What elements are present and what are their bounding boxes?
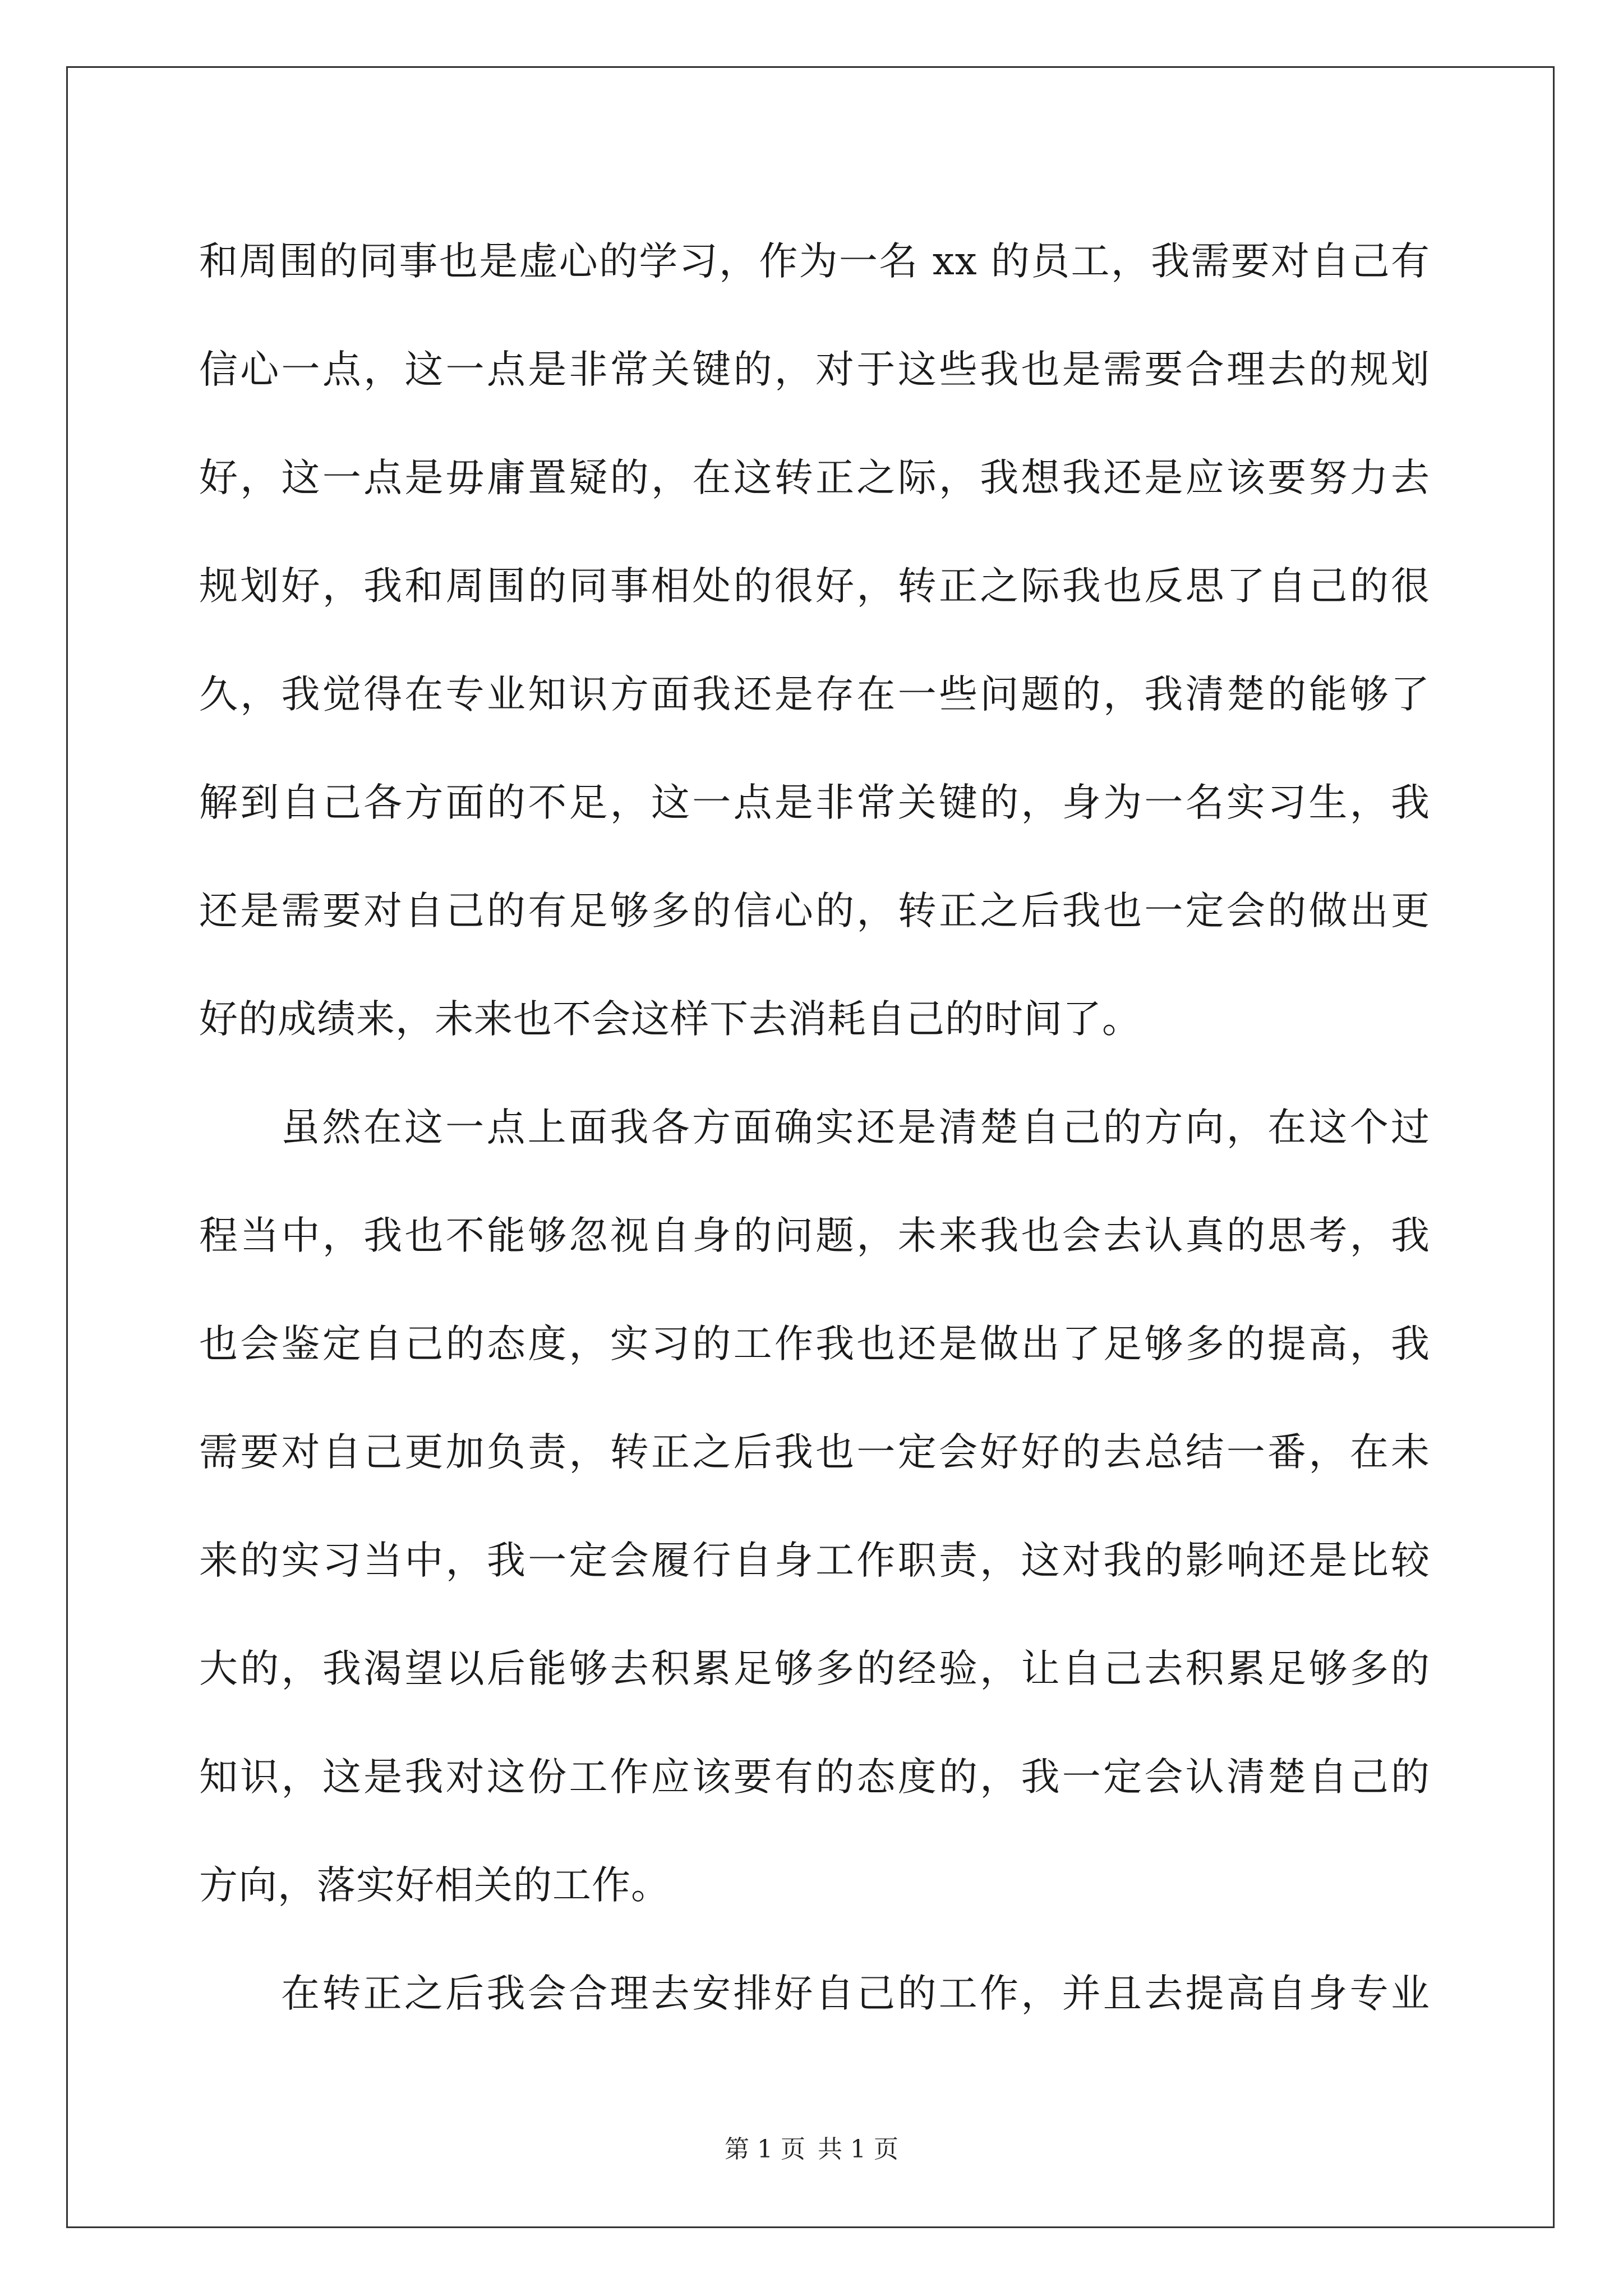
page-total: 共 1 页 (818, 2135, 898, 2164)
paragraph-3 (199, 1940, 1430, 2048)
text-line: 需要对自己更加负责，转正之后我也一定会好好的去总结一番，在未 (199, 1430, 1430, 1475)
text-line: 和周围的同事也是虚心的学习，作为一名 xx 的员工，我需要对自己有 (199, 239, 1430, 284)
text-line: 好的成绩来，未来也不会这样下去消耗自己的时间了。 (199, 997, 1141, 1042)
text-line: 还是需要对自己的有足够多的信心的，转正之后我也一定会的做出更 (199, 889, 1430, 933)
page-footer (0, 2129, 1623, 2165)
text-line: 久，我觉得在专业知识方面我还是存在一些问题的，我清楚的能够了 (199, 672, 1430, 717)
document-body (199, 208, 1430, 2048)
text-line: 解到自己各方面的不足，这一点是非常关键的，身为一名实习生，我 (199, 780, 1430, 825)
text-line: 在转正之后我会合理去安排好自己的工作，并且去提高自身专业 (281, 1971, 1430, 2016)
paragraph-1 (199, 208, 1430, 1074)
page-number: 第 1 页 (725, 2135, 805, 2164)
text-line: 程当中，我也不能够忽视自身的问题，未来我也会去认真的思考，我 (199, 1213, 1430, 1258)
text-line: 来的实习当中，我一定会履行自身工作职责，这对我的影响还是比较 (199, 1538, 1430, 1583)
text-line: 方向，落实好相关的工作。 (199, 1863, 670, 1908)
text-line: 好，这一点是毋庸置疑的，在这转正之际，我想我还是应该要努力去 (199, 455, 1430, 500)
paragraph-2 (199, 1074, 1430, 1940)
text-line: 规划好，我和周围的同事相处的很好，转正之际我也反思了自己的很 (199, 564, 1430, 609)
text-line: 也会鉴定自己的态度，实习的工作我也还是做出了足够多的提高，我 (199, 1322, 1430, 1366)
text-line: 知识，这是我对这份工作应该要有的态度的，我一定会认清楚自己的 (199, 1755, 1430, 1800)
text-line: 信心一点，这一点是非常关键的，对于这些我也是需要合理去的规划 (199, 347, 1430, 392)
text-line: 虽然在这一点上面我各方面确实还是清楚自己的方向，在这个过 (281, 1105, 1430, 1150)
text-line: 大的，我渴望以后能够去积累足够多的经验，让自己去积累足够多的 (199, 1646, 1430, 1691)
